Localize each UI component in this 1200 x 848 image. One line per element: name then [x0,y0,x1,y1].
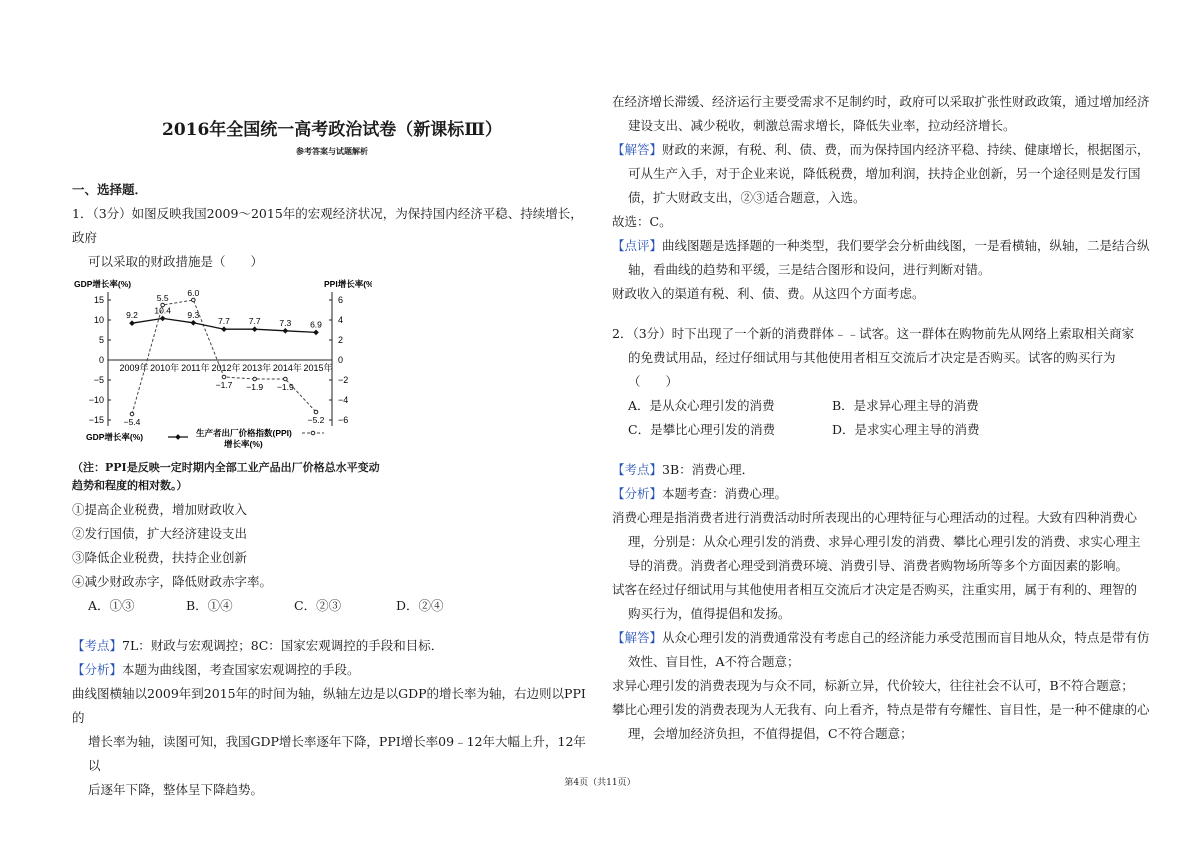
right-tick-label: −6 [338,415,349,425]
gdp-data-label: 7.7 [248,316,261,327]
q2-j4-line1: 攀比心理引发的消费表现为人无我有、向上看齐，特点是带有夸耀性、盲目性，是一种不健康的心 [612,702,1150,717]
ppi-data-label: −5.2 [307,415,325,425]
q1-options [72,594,592,618]
ppi-data-label: 5.5 [156,293,169,303]
left-tick-label: 15 [93,295,104,305]
right-tick-label: 6 [338,295,344,305]
q2-j4-line2: 理，会增加经济负担，不值得提倡，C不符合题意； [628,726,913,741]
q1-item-2: ②发行国债，扩大经济建设支出 [72,526,248,541]
page-subtitle: 参考答案与试题解析 [296,146,368,156]
ppi-point [314,410,318,414]
q1-option-c: C．②③ [294,598,342,613]
dianping-text-1: 曲线图题是选择题的一种类型，我们要学会分析曲线图，一是看横轴，纵轴，二是结合纵 [662,238,1150,253]
q2-kaodian-text: 3B：消费心理． [662,462,755,477]
x-tick-label: 2009年 [119,363,149,373]
q1-option-b: B．①④ [186,598,233,613]
ppi-point [192,298,196,302]
q2-fenxi-text: 本题考查：消费心理。 [662,486,788,501]
q2-options-row1 [612,394,1160,418]
gdp-point [283,328,289,334]
x-tick-label: 2010年 [150,363,180,373]
q2-stem-line2: 的免费试用品，经过仔细试用与其他使用者相互交流后才决定是否购买。试客的购买行为 [628,350,1116,365]
ppi-data-label: −5.4 [123,417,141,427]
legend-ppi-marker [311,431,315,435]
gdp-point [313,330,319,336]
chart-note-line1: （注：PPI是反映一定时期内全部工业产品出厂价格总水平变动 [72,461,380,474]
q2-p2-line2: 购买行为，值得提倡和发扬。 [628,606,791,621]
right-tick-label: −4 [338,395,349,405]
q1-stem-line1: 1．（3分）如图反映我国2009～2015年的宏观经济状况，为保持国内经济平稳、持续增长，政府 [72,206,583,245]
right-column [612,90,1160,746]
right-tick-label: 0 [338,355,344,365]
right-tick-label: 2 [338,335,344,345]
q1-answer: 故选：C。 [612,214,672,229]
kaodian-tag: 【考点】 [72,638,123,653]
dianping-tag: 【点评】 [612,238,663,253]
page-title: 2016年全国统一高考政治试卷（新课标Ⅲ） [161,120,503,140]
q1-jieda-line2: 可从生产入手，对于企业来说，降低税费，增加利润，扶持企业创新，另一个途径则是发行国 [628,166,1141,181]
q2-p1-line2: 理，分别是：从众心理引发的消费、求异心理引发的消费、攀比心理引发的消费、求实心理主 [628,534,1141,549]
q2-jieda-tag: 【解答】 [612,630,663,645]
q2-p1-line3: 导的消费。消费者心理受到消费环境、消费引导、消费者购物场所等多个方面因素的影响。 [628,558,1129,573]
gdp-point [221,326,227,332]
q1-analysis-line3: 后逐年下降，整体呈下降趋势。 [88,782,264,797]
ppi-point [253,377,257,381]
q2-kaodian [612,458,1160,482]
q1-summary: 财政收入的渠道有税、利、债、费。从这四个方面考虑。 [612,286,925,301]
legend-ppi-label: 生产者出厂价格指数(PPI) [196,428,292,438]
ppi-data-label: −1.9 [246,382,264,392]
page-footer: 第4页（共11页） [564,778,636,788]
q1-analysis-line2: 增长率为轴，读图可知，我国GDP增长率逐年下降，PPI增长率09﹣12年大幅上升，12年以 [88,734,586,773]
x-tick-label: 2013年 [242,363,272,373]
ppi-point [222,375,226,379]
q2-p1-line1: 消费心理是指消费者进行消费活动时所表现出的心理特征与心理活动的过程。大致有四种消费心 [612,510,1138,525]
left-column [72,116,592,802]
q1-option-a: A．①③ [88,598,135,613]
gdp-point [191,320,197,326]
legend-gdp-label: GDP增长率(%) [86,432,144,442]
fenxi-tag: 【分析】 [72,662,123,677]
q2-option-d: D．是求实心理主导的消费 [832,422,980,437]
ppi-data-label: −1.7 [215,380,233,390]
gdp-point [129,320,135,326]
q2-option-c: C．是攀比心理引发的消费 [628,422,776,437]
ppi-point [284,377,288,381]
q1-dianping [612,234,1160,258]
right-tick-label: 4 [338,315,344,325]
q2-p2-line1: 试客在经过仔细试用与其他使用者相互交流后才决定是否购买，注重实用，属于有利的、理智的 [612,582,1138,597]
x-tick-label: 2014年 [272,363,302,373]
q1-jieda [612,138,1160,162]
fenxi-text: 本题为曲线图，考查国家宏观调控的手段。 [122,662,360,677]
kaodian-text: 7L：财政与宏观调控；8C：国家宏观调控的手段和目标． [122,638,444,653]
q1-jieda-line3: 债，扩大财政支出，②③适合题意，入选。 [628,190,866,205]
q2-fenxi [612,482,1160,506]
ppi-data-label: −1.9 [276,382,294,392]
q2-stem-line1: 2．（3分）时下出现了一个新的消费群体﹣﹣试客。这一群体在购物前先从网络上索取相关商家 [612,326,1135,341]
q1-fenxi [72,658,592,682]
right-tick-label: −2 [338,375,349,385]
q1-dianping-line2: 轴，看曲线的趋势和平缓，三是结合图形和设问，进行判断对错。 [628,262,991,277]
gdp-point [252,326,258,332]
chart-svg [72,278,372,450]
q1-cont-line2: 建设支出、减少税收，刺激总需求增长，降低失业率，拉动经济增长。 [628,118,1016,133]
q1-item-3: ③降低企业税费，扶持企业创新 [72,550,248,565]
ppi-data-label: 6.0 [187,288,200,298]
x-tick-label: 2011年 [181,363,210,373]
y-axis-right-label: PPI增长率(%) [324,279,372,289]
left-tick-label: −15 [88,415,104,425]
x-tick-label: 2012年 [211,363,241,373]
ppi-point [130,412,134,416]
q1-chart [72,278,592,458]
section-heading: 一、选择题． [72,182,148,197]
gdp-data-label: 9.2 [126,310,138,321]
jieda-text-1: 财政的来源，有税、利、债、费，而为保持国内经济平稳、持续、健康增长，根据图示， [662,142,1150,157]
q2-j3: 求异心理引发的消费表现为与众不同，标新立异，代价较大，往往社会不认可，B不符合题意； [612,678,1134,693]
q2-option-b: B．是求异心理主导的消费 [832,398,979,413]
left-tick-label: −10 [88,395,104,405]
q1-cont-line1: 在经济增长滞缓、经济运行主要受需求不足制约时，政府可以采取扩张性财政政策，通过增加经济 [612,94,1150,109]
gdp-data-label: 6.9 [310,319,322,330]
q1-analysis-line1: 曲线图横轴以2009年到2015年的时间为轴，纵轴左边是以GDP的增长率为轴，右边则以PPI的 [72,686,586,725]
gdp-data-label: 9.3 [187,309,200,320]
q2-jieda [612,626,1160,650]
gdp-data-label: 7.7 [218,316,230,327]
left-tick-label: 0 [98,355,104,365]
q2-jieda-text-1: 从众心理引发的消费通常没有考虑自己的经济能力承受范围而盲目地从众，特点是带有仿 [662,630,1150,645]
q2-option-a: A．是从众心理引发的消费 [628,398,775,413]
q1-kaodian [72,634,592,658]
q2-kaodian-tag: 【考点】 [612,462,663,477]
q1-stem-line2: 可以采取的财政措施是（ ） [88,254,264,269]
x-tick-label: 2015年 [303,363,333,373]
chart-note-line2: 趋势和程度的相对数。） [72,479,188,492]
legend-gdp-marker [175,434,181,440]
q1-item-1: ①提高企业税费，增加财政收入 [72,502,248,517]
q2-stem-line3: （ ） [628,374,679,389]
q1-item-4: ④减少财政赤字，降低财政赤字率。 [72,574,273,589]
left-tick-label: 5 [98,335,104,345]
left-tick-label: 10 [93,315,104,325]
gdp-point [160,316,166,322]
left-tick-label: −5 [93,375,104,385]
y-axis-left-label: GDP增长率(%) [74,279,132,289]
q1-option-d: D．②④ [396,598,444,613]
q2-jieda-line2: 效性、盲目性，A不符合题意； [628,654,800,669]
q2-fenxi-tag: 【分析】 [612,486,663,501]
q2-options-row2 [612,418,1160,442]
legend-ppi-label-2: 增长率(%) [224,439,263,449]
jieda-tag: 【解答】 [612,142,663,157]
gdp-data-label: 7.3 [279,317,292,328]
gdp-data-label: 10.4 [154,305,171,316]
